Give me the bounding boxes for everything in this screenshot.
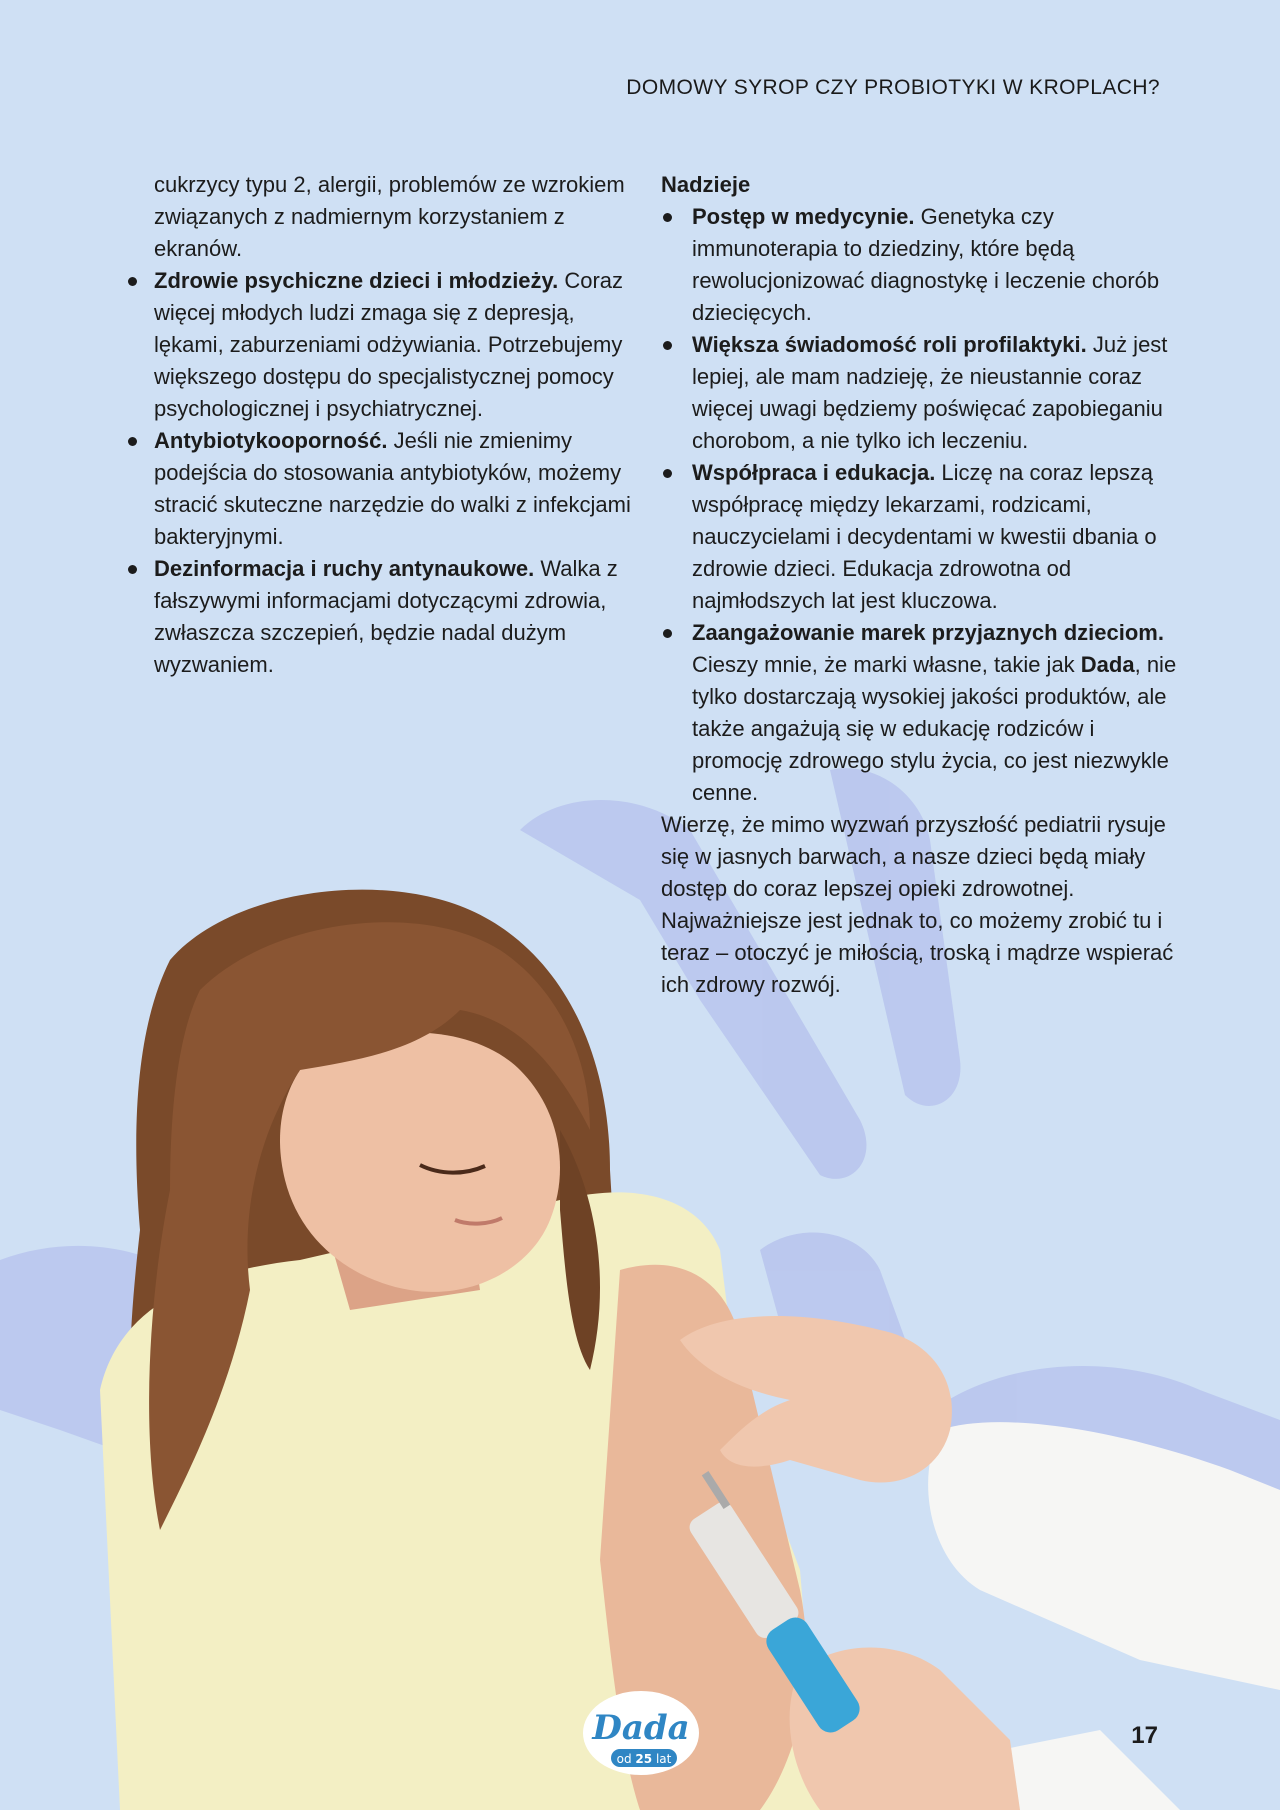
item-text: Walka z fałszywymi informacjami dotyczącymi zdrowia, zwłaszcza szczepień, będzie nadal dużym wyzwaniem.	[154, 556, 618, 677]
svg-text:Dada: Dada	[592, 1708, 690, 1748]
doctor-coat-sleeve	[928, 1422, 1280, 1690]
item-title: Zdrowie psychiczne dzieci i młodzieży.	[154, 268, 559, 293]
item-text: Już jest lepiej, ale mam nadzieję, że nieustannie coraz więcej uwagi będziemy poświęcać zapobieganiu chorobom, a nie tylko ich leczeniu.	[692, 332, 1168, 453]
item-text: Cieszy mnie, że marki własne, takie jak	[692, 652, 1081, 677]
item-title: Współpraca i edukacja.	[692, 460, 936, 485]
item-text: Liczę na coraz lepszą współpracę między lekarzami, rodzicami, nauczycielami i decydentami w kwestii dbania o zdrowie dzieci. Edukacja zdrowotna od najmłodszych lat jest kluczowa.	[692, 460, 1157, 613]
item-title: Zaangażowanie marek przyjaznych dzieciom.	[692, 620, 1164, 645]
list-item	[661, 617, 1181, 809]
vaccination-photo-illustration	[0, 870, 1280, 1810]
bullet-icon	[663, 629, 672, 638]
left-lead-paragraph: cukrzycy typu 2, alergii, problemów ze wzrokiem związanych z nadmiernym korzystaniem z ekranów.	[154, 172, 625, 261]
item-title: Większa świadomość roli profilaktyki.	[692, 332, 1087, 357]
item-title: Antybiotykooporność.	[154, 428, 388, 453]
hopes-list	[661, 201, 1181, 809]
list-item	[126, 265, 646, 425]
bullet-icon	[663, 213, 672, 222]
dada-brand-logo	[577, 1677, 705, 1785]
page-header-title: DOMOWY SYROP CZY PROBIOTYKI W KROPLACH?	[626, 76, 1160, 99]
bullet-icon	[128, 437, 137, 446]
list-item	[126, 425, 646, 553]
closing-paragraph: Wierzę, że mimo wyzwań przyszłość pediatrii rysuje się w jasnych barwach, a nasze dzieci będą miały dostęp do coraz lepszej opieki zdrowotnej. Najważniejsze jest jednak to, co możemy zrobić tu i teraz – otoczyć je miłością, troską i mądrze wspierać ich zdrowy rozwój.	[661, 812, 1174, 997]
svg-text:od 25 lat: od 25 lat	[616, 1752, 672, 1766]
bullet-icon	[663, 469, 672, 478]
right-column	[661, 169, 1181, 1001]
bullet-icon	[663, 341, 672, 350]
list-item	[126, 553, 646, 681]
item-title: Postęp w medycynie.	[692, 204, 915, 229]
item-title: Dezinformacja i ruchy antynaukowe.	[154, 556, 535, 581]
challenges-list	[126, 265, 646, 681]
bullet-icon	[128, 277, 137, 286]
list-item	[661, 457, 1181, 617]
list-item	[661, 201, 1181, 329]
item-text: Coraz więcej młodych ludzi zmaga się z depresją, lękami, zaburzeniami odżywiania. Potrzebujemy większego dostępu do specjalistycznej pomocy psychologicznej i psychiatrycznej.	[154, 268, 624, 421]
list-item	[661, 329, 1181, 457]
brand-name: Dada	[1080, 652, 1135, 677]
hopes-subheading: Nadzieje	[661, 172, 751, 197]
item-text-continued: , nie tylko dostarczają wysokiej jakości produktów, ale także angażują się w edukację rodziców i promocję zdrowego stylu życia, co jest niezwykle cenne.	[692, 652, 1177, 805]
item-text: Genetyka czy immunoterapia to dziedziny, które będą rewolucjonizować diagnostykę i leczenie chorób dziecięcych.	[692, 204, 1160, 325]
bullet-icon	[128, 565, 137, 574]
page-number: 17	[1131, 1722, 1158, 1749]
left-column	[126, 169, 646, 681]
item-text: Jeśli nie zmienimy podejścia do stosowania antybiotyków, możemy stracić skuteczne narzędzie do walki z infekcjami bakteryjnymi.	[154, 428, 631, 549]
